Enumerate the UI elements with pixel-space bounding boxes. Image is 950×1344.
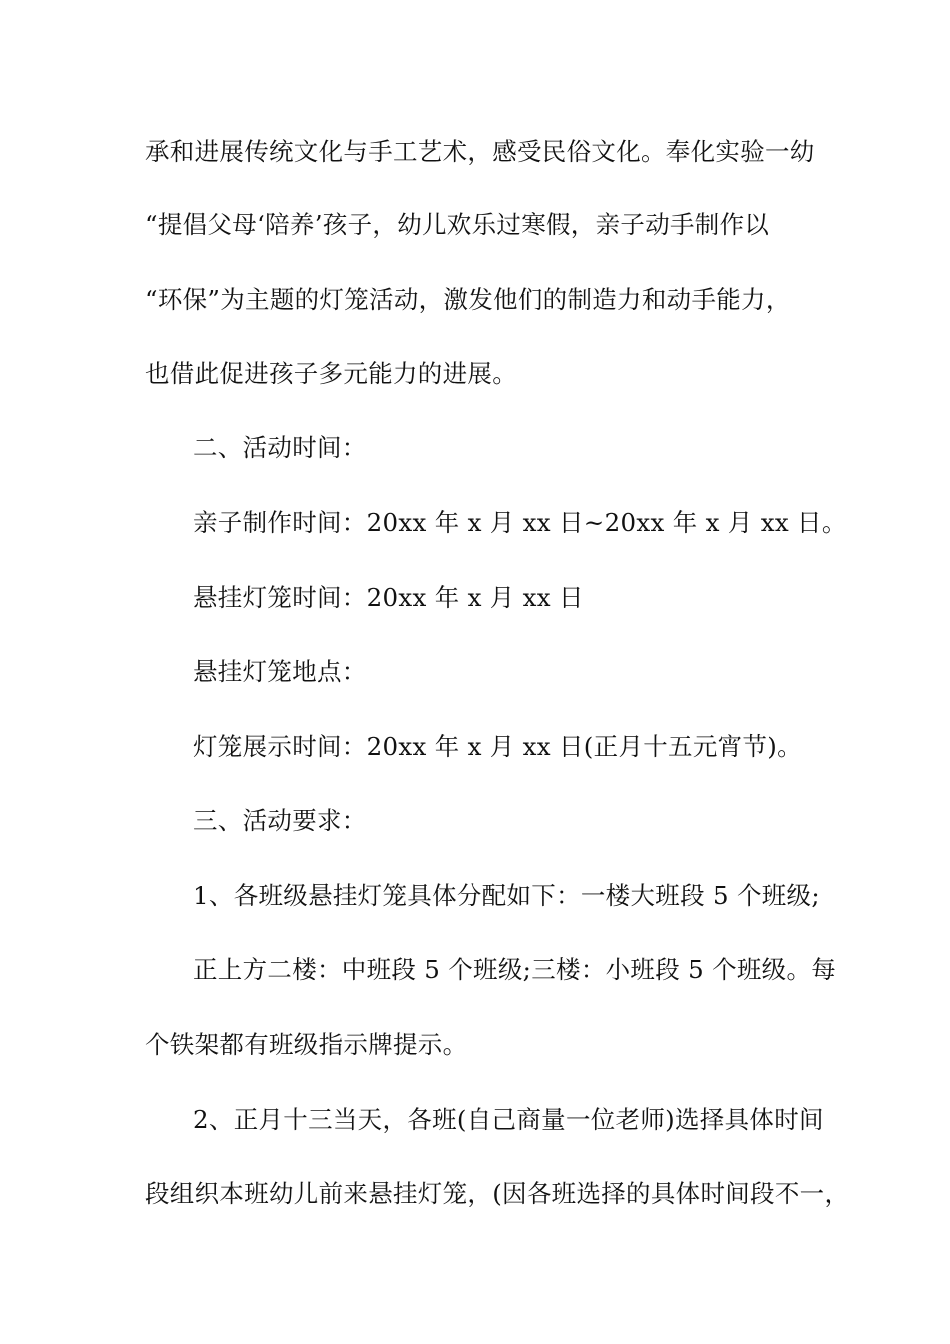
paragraph-line: “环保”为主题的灯笼活动，激发他们的制造力和动手能力， — [145, 285, 791, 314]
paragraph-line: 承和进展传统文化与手工艺术，感受民俗文化。奉化实验一幼 — [145, 137, 815, 166]
paragraph-line: 2、正月十三当天，各班(自己商量一位老师)选择具体时间 — [193, 1105, 824, 1134]
paragraph-line: 段组织本班幼儿前来悬挂灯笼，(因各班选择的具体时间段不一， — [145, 1179, 850, 1208]
paragraph-line: 悬挂灯笼时间：20xx 年 x 月 xx 日 — [193, 583, 584, 612]
paragraph-line: 亲子制作时间：20xx 年 x 月 xx 日~20xx 年 x 月 xx 日。 — [193, 508, 847, 537]
paragraph-line: 灯笼展示时间：20xx 年 x 月 xx 日(正月十五元宵节)。 — [193, 732, 802, 761]
paragraph-line: 也借此促进孩子多元能力的进展。 — [145, 359, 517, 388]
paragraph-line: 个铁架都有班级指示牌提示。 — [145, 1030, 468, 1059]
paragraph-line: 悬挂灯笼地点： — [193, 657, 367, 686]
paragraph-line: “提倡父母‘陪养’孩子，幼儿欢乐过寒假，亲子动手制作以 — [145, 210, 770, 239]
paragraph-line: 1、各班级悬挂灯笼具体分配如下：一楼大班段 5 个班级; — [193, 881, 820, 910]
section-heading-activity-time: 二、活动时间： — [193, 433, 367, 462]
paragraph-line: 正上方二楼：中班段 5 个班级;三楼：小班段 5 个班级。每 — [193, 955, 837, 984]
section-heading-activity-requirements: 三、活动要求： — [193, 806, 367, 835]
